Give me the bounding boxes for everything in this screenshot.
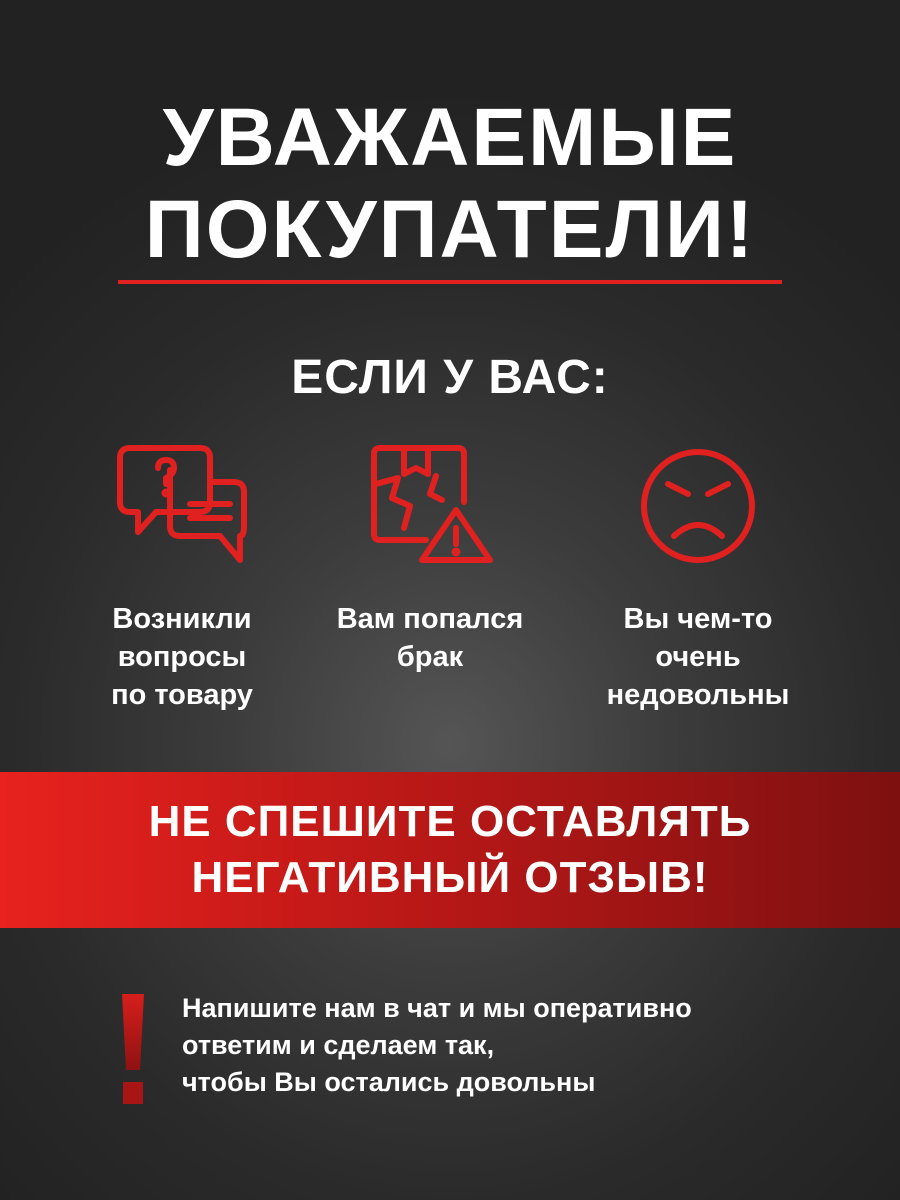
title-line-1: УВАЖАЕМЫЕ	[162, 92, 738, 183]
contact-note-text	[182, 990, 822, 1101]
caption-line: брак	[396, 641, 464, 673]
banner-line-1: НЕ СПЕШИТЕ ОСТАВЛЯТЬ	[148, 797, 752, 846]
caption-line: вопросы	[117, 641, 247, 673]
caption-line: по товару	[111, 679, 253, 711]
caption-line: Вам попался	[336, 603, 524, 635]
card-questions	[52, 440, 312, 714]
title-divider	[118, 280, 782, 284]
note-line: чтобы Вы остались довольны	[182, 1067, 596, 1097]
note-line: Напишите нам в чат и мы оперативно	[182, 993, 692, 1023]
card-unhappy	[568, 440, 828, 714]
damaged-box-warning-icon	[364, 440, 496, 572]
caption-line: недовольны	[606, 679, 790, 711]
card-unhappy-caption	[568, 600, 828, 714]
title-line-2: ПОКУПАТЕЛИ!	[144, 184, 756, 275]
exclamation-icon	[120, 994, 146, 1106]
question-chat-icon	[116, 440, 248, 572]
card-defect-caption	[300, 600, 560, 676]
angry-face-icon	[632, 440, 764, 572]
caption-line: Вы чем-то	[623, 603, 773, 635]
caption-line: Возникли	[112, 603, 252, 635]
contact-note	[120, 990, 820, 1110]
card-defect	[300, 440, 560, 676]
caption-line: очень	[655, 641, 741, 673]
subheading: ЕСЛИ У ВАС:	[291, 351, 609, 404]
card-questions-caption	[52, 600, 312, 714]
banner-line-2: НЕГАТИВНЫЙ ОТЗЫВ!	[191, 853, 709, 902]
warning-banner	[0, 772, 900, 928]
page-title	[0, 92, 900, 276]
note-line: ответим и сделаем так,	[182, 1030, 495, 1060]
